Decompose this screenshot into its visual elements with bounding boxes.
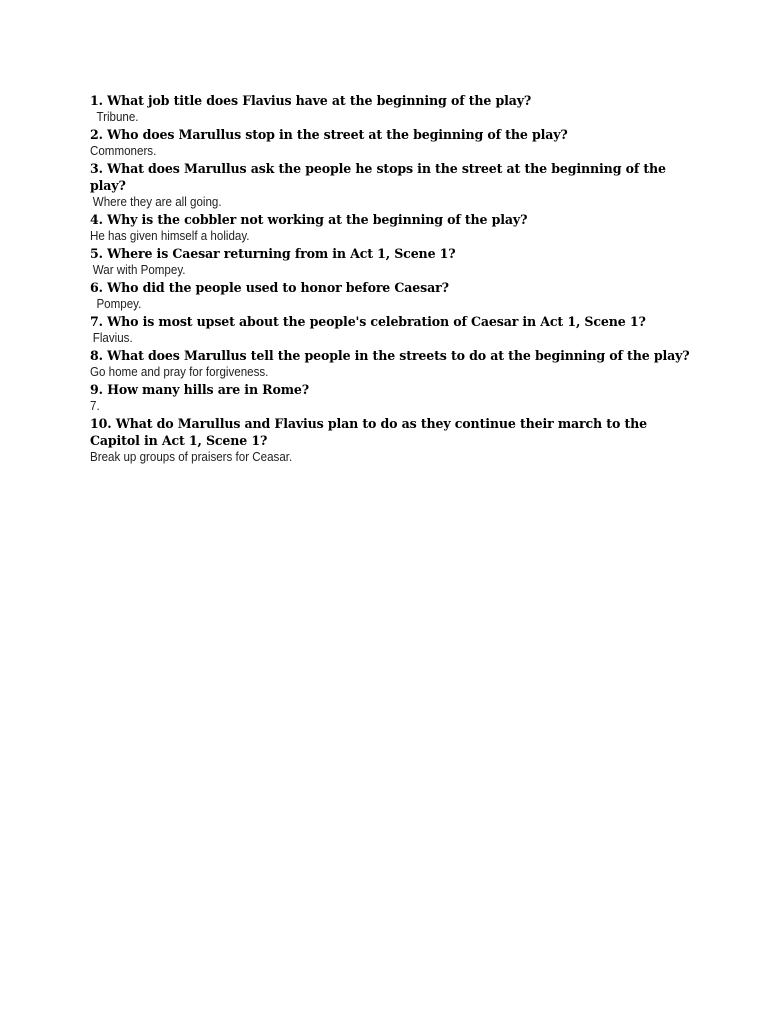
qa-item-1 (90, 92, 690, 126)
qa-item-10 (90, 415, 690, 466)
question-6: 6. Who did the people used to honor before Caesar? (90, 280, 449, 295)
question-9: 9. How many hills are in Rome? (90, 382, 310, 397)
answer-3: Where they are all going. (92, 195, 222, 209)
qa-item-8 (90, 347, 690, 381)
answer-7: Flavius. (92, 331, 133, 345)
question-7: 7. Who is most upset about the people's celebration of Caesar in Act 1, Scene 1? (90, 314, 646, 329)
qa-item-9 (90, 381, 690, 415)
qa-item-5 (90, 245, 690, 279)
answer-6: Pompey. (96, 297, 142, 311)
answer-8: Go home and pray for forgiveness. (90, 365, 269, 379)
answer-10: Break up groups of praisers for Ceasar. (90, 450, 293, 464)
qa-item-6 (90, 279, 690, 313)
question-2: 2. Who does Marullus stop in the street at the beginning of the play? (90, 127, 568, 142)
question-10: 10. What do Marullus and Flavius plan to do as they continue their march to the Capitol in Act 1, Scene 1? (90, 416, 647, 448)
answer-2: Commoners. (90, 144, 157, 158)
question-8: 8. What does Marullus tell the people in the streets to do at the beginning of the play? (90, 348, 690, 363)
answer-1: Tribune. (96, 110, 139, 124)
answer-4: He has given himself a holiday. (90, 229, 250, 243)
document-page (90, 92, 690, 466)
qa-item-2 (90, 126, 690, 160)
question-3: 3. What does Marullus ask the people he stops in the street at the beginning of the play? (90, 161, 666, 193)
qa-item-7 (90, 313, 690, 347)
qa-item-4 (90, 211, 690, 245)
answer-9: 7. (90, 399, 100, 413)
question-4: 4. Why is the cobbler not working at the beginning of the play? (90, 212, 528, 227)
answer-5: War with Pompey. (92, 263, 186, 277)
question-1: 1. What job title does Flavius have at the beginning of the play? (90, 93, 532, 108)
qa-item-3 (90, 160, 690, 211)
question-5: 5. Where is Caesar returning from in Act 1, Scene 1? (90, 246, 456, 261)
